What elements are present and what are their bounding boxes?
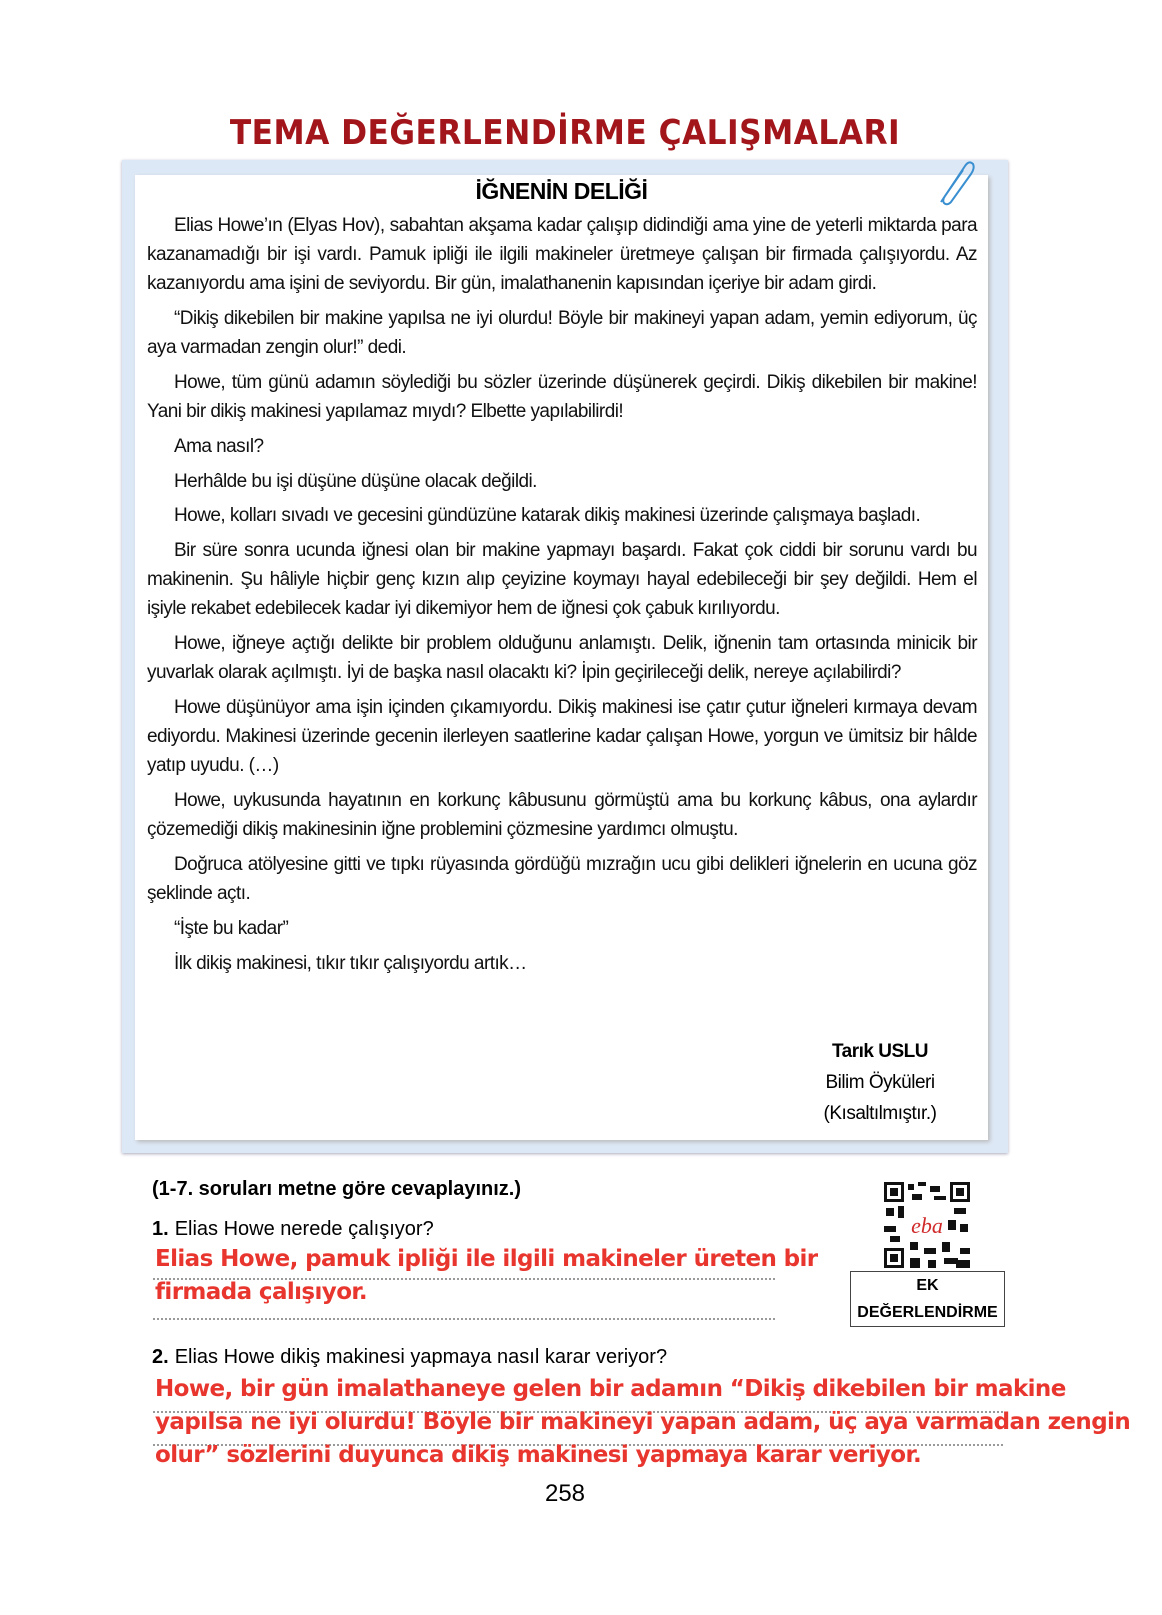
paragraph: Elias Howe’ın (Elyas Hov), sabahtan akşama kadar çalışıp didindiği ama yine de yeterli miktarda para kazanamadığı bir işi vardı. Pamuk ipliği ile ilgili makineler üretmeye çalışan bir firmada çalışıyordu. Az kazanıyordu ama işini de seviyordu. Bir gün, imalathanenin kapısından içeriye bir adam girdi.: [147, 215, 977, 295]
paragraph: Howe, iğneye açtığı delikte bir problem olduğunu anlamıştı. Delik, iğnenin tam ortasında minicik bir yuvarlak olarak açılmıştı. İyi de başka nasıl olacaktı ki? İpin geçirileceği delik, nereye açılabilirdi?: [147, 633, 977, 684]
answer-dotted-line: [153, 1318, 775, 1320]
answer-line: yapılsa ne iyi olurdu! Böyle bir makineyi yapan adam, üç aya varmadan zengin: [155, 1409, 1131, 1435]
eba-logo: eba: [911, 1213, 943, 1238]
paragraph: İlk dikiş makinesi, tıkır tıkır çalışıyordu artık…: [174, 952, 527, 974]
answer-line: Howe, bir gün imalathaneye gelen bir adamın “Dikiş dikebilen bir makine: [155, 1376, 1066, 1402]
story-body: [147, 211, 977, 983]
label-line: EK: [916, 1277, 939, 1294]
qr-code: [884, 1182, 970, 1268]
answer-line: firmada çalışıyor.: [155, 1279, 368, 1305]
answer-line: Elias Howe, pamuk ipliği ile ilgili makineler üreten bir: [155, 1246, 818, 1272]
page-title: TEMA DEĞERLENDİRME ÇALIŞMALARI: [229, 113, 901, 153]
label-line: DEĞERLENDİRME: [857, 1304, 998, 1321]
paragraph: Howe düşünüyor ama işin içinden çıkamıyordu. Dikiş makinesi ise çatır çutur iğneleri kırmaya devam ediyordu. Makinesi üzerinde gecenin ilerleyen saatlerine kadar çalışan Howe, yorgun ve ümitsiz bir hâlde yatıp uyudu. (…): [147, 697, 977, 777]
paragraph: Howe, uykusunda hayatının en korkunç kâbusunu görmüştü ama bu korkunç kâbus, ona aylardır çözemediği dikiş makinesinin iğne problemini çözmesine yardımcı olmuştu.: [147, 790, 977, 841]
question-number: 1.: [152, 1218, 169, 1240]
story-title: İĞNENİN DELİĞİ: [475, 178, 648, 204]
answer-line: olur” sözlerini duyunca dikiş makinesi yapmaya karar veriyor.: [155, 1442, 922, 1468]
question-text: Elias Howe dikiş makinesi yapmaya nasıl karar veriyor?: [174, 1346, 668, 1368]
abridged-note: (Kısaltılmıştır.): [823, 1103, 937, 1124]
paragraph: Howe, kolları sıvadı ve gecesini gündüzüne katarak dikiş makinesi üzerinde çalışmaya başladı.: [174, 505, 921, 527]
source: Bilim Öyküleri: [825, 1072, 935, 1093]
paragraph: “İşte bu kadar”: [174, 917, 289, 939]
page-number: 258: [544, 1480, 586, 1507]
question-2: [152, 1346, 667, 1369]
paragraph: “Dikiş dikebilen bir makine yapılsa ne iyi olurdu! Böyle bir makineyi yapan adam, yemin ediyorum, üç aya varmadan zengin olur!” dedi.: [147, 308, 977, 359]
ek-degerlendirme-label: [850, 1271, 1005, 1327]
paragraph: Ama nasıl?: [174, 435, 264, 457]
signature: [780, 1036, 980, 1129]
question-text: Elias Howe nerede çalışıyor?: [174, 1218, 434, 1240]
paragraph: Bir süre sonra ucunda iğnesi olan bir makine yapmayı başardı. Fakat çok ciddi bir sorunu vardı bu makinenin. Şu hâliyle hiçbir genç kızın alıp çeyizine koymayı hayal edebileceği bir şey değildi. Hem el işiyle rekabet edebilecek kadar iyi dikemiyor hem de iğnesi çok çabuk kırılıyordu.: [147, 540, 977, 620]
paragraph: Doğruca atölyesine gitti ve tıpkı rüyasında gördüğü mızrağın ucu gibi delikleri iğnelerin en ucuna göz şeklinde açtı.: [147, 854, 977, 905]
question-number: 2.: [152, 1346, 169, 1368]
paragraph: Howe, tüm günü adamın söylediği bu sözler üzerinde düşünerek geçirdi. Dikiş dikebilen bir makine! Yani bir dikiş makinesi yapılamaz mıydı? Elbette yapılabilirdi!: [147, 372, 977, 423]
question-1: [152, 1218, 434, 1241]
author: Tarık USLU: [831, 1041, 928, 1062]
questions-instruction: (1-7. soruları metne göre cevaplayınız.): [152, 1178, 522, 1200]
paragraph: Herhâlde bu işi düşüne düşüne olacak değildi.: [174, 470, 537, 492]
